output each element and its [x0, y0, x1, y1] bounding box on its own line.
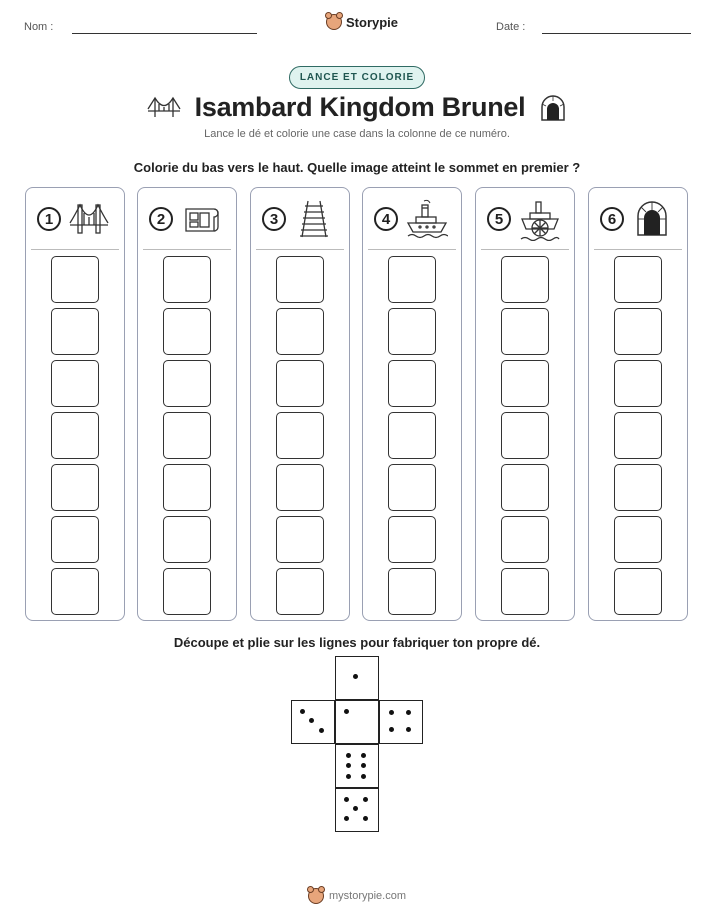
column-number: 1 — [37, 207, 61, 231]
brand-logo — [326, 14, 398, 30]
color-cell[interactable] — [51, 568, 99, 615]
color-cell[interactable] — [501, 256, 549, 303]
column-number: 3 — [262, 207, 286, 231]
dice-face-4 — [379, 700, 423, 744]
color-cell[interactable] — [51, 308, 99, 355]
color-cell[interactable] — [388, 360, 436, 407]
column-number: 4 — [374, 207, 398, 231]
dice-face-1 — [335, 700, 379, 744]
color-cell[interactable] — [276, 516, 324, 563]
paddle-steamer-icon — [519, 199, 561, 241]
color-cell[interactable] — [614, 360, 662, 407]
instruction: Colorie du bas vers le haut. Quelle image atteint le sommet en premier ? — [133, 160, 581, 175]
color-cell[interactable] — [163, 360, 211, 407]
color-cell[interactable] — [501, 464, 549, 511]
color-cell[interactable] — [388, 568, 436, 615]
color-cell[interactable] — [276, 308, 324, 355]
column-5 — [475, 187, 575, 621]
footer — [308, 888, 406, 904]
color-cell[interactable] — [614, 412, 662, 459]
steamship-icon — [406, 199, 448, 239]
column-4 — [362, 187, 462, 621]
suspension-bridge-icon — [69, 201, 109, 237]
column-number: 2 — [149, 207, 173, 231]
activity-badge: LANCE ET COLORIE — [289, 66, 425, 89]
footer-url[interactable]: mystorypie.com — [328, 890, 407, 902]
bridge-icon — [147, 95, 181, 121]
color-cell[interactable] — [163, 308, 211, 355]
bear-logo-icon — [326, 14, 342, 30]
brand-name: Storypie — [346, 14, 399, 30]
color-cell[interactable] — [51, 412, 99, 459]
color-cell[interactable] — [276, 464, 324, 511]
color-cell[interactable] — [276, 360, 324, 407]
color-cell[interactable] — [51, 516, 99, 563]
tunnel-icon — [539, 94, 567, 122]
dice-face-3 — [291, 700, 335, 744]
color-cell[interactable] — [501, 360, 549, 407]
page-title: Isambard Kingdom Brunel — [194, 92, 526, 122]
column-6 — [588, 187, 688, 621]
color-cell[interactable] — [614, 516, 662, 563]
name-label: Nom : — [24, 21, 54, 33]
color-cell[interactable] — [163, 412, 211, 459]
date-label: Date : — [496, 21, 526, 33]
color-cell[interactable] — [614, 256, 662, 303]
dice-face-1 — [335, 656, 379, 700]
color-cell[interactable] — [163, 516, 211, 563]
color-cell[interactable] — [51, 256, 99, 303]
color-cell[interactable] — [51, 464, 99, 511]
color-cell[interactable] — [51, 360, 99, 407]
bear-logo-icon — [308, 888, 324, 904]
tunnel-icon — [636, 201, 668, 237]
color-cell[interactable] — [276, 412, 324, 459]
column-2 — [137, 187, 237, 621]
color-cell[interactable] — [276, 256, 324, 303]
color-cell[interactable] — [614, 568, 662, 615]
color-cell[interactable] — [163, 464, 211, 511]
dice-face-6 — [335, 744, 379, 788]
color-cell[interactable] — [501, 516, 549, 563]
date-field[interactable] — [542, 33, 691, 34]
color-cell[interactable] — [388, 256, 436, 303]
dice-face-5 — [335, 788, 379, 832]
color-cell[interactable] — [388, 308, 436, 355]
color-cell[interactable] — [388, 464, 436, 511]
column-number: 6 — [600, 207, 624, 231]
color-cell[interactable] — [614, 308, 662, 355]
color-cell[interactable] — [163, 256, 211, 303]
color-cell[interactable] — [501, 412, 549, 459]
color-cell[interactable] — [388, 412, 436, 459]
color-cell[interactable] — [163, 568, 211, 615]
column-number: 5 — [487, 207, 511, 231]
color-cell[interactable] — [276, 568, 324, 615]
railway-track-icon — [296, 199, 332, 239]
color-cell[interactable] — [614, 464, 662, 511]
subtitle: Lance le dé et colorie une case dans la colonne de ce numéro. — [204, 128, 510, 140]
column-3 — [250, 187, 350, 621]
name-field[interactable] — [72, 33, 257, 34]
color-cell[interactable] — [501, 568, 549, 615]
column-1 — [25, 187, 125, 621]
dice-net — [290, 656, 424, 834]
color-cell[interactable] — [388, 516, 436, 563]
color-cell[interactable] — [501, 308, 549, 355]
dice-instruction: Découpe et plie sur les lignes pour fabriquer ton propre dé. — [173, 635, 541, 650]
blueprint-icon — [183, 203, 221, 235]
